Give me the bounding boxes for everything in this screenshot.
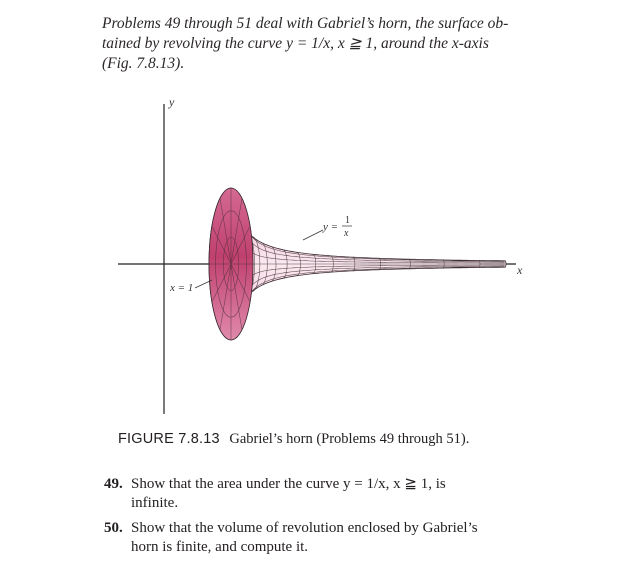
- curve-label-lhs: y =: [323, 221, 339, 233]
- intro-line-1: Problems 49 through 51 deal with Gabriel’s horn, the surface ob-: [102, 15, 509, 32]
- horn-rim: [209, 188, 253, 340]
- x-axis-label: x: [517, 263, 523, 277]
- horn-surface: [209, 188, 506, 340]
- problem-50: [104, 519, 550, 557]
- figure-caption-text: Gabriel’s horn (Problems 49 through 51).: [229, 431, 470, 447]
- intro-line-3: (Fig. 7.8.13).: [102, 55, 185, 72]
- figure-caption: [118, 431, 469, 448]
- problem-number: 50.: [104, 520, 123, 536]
- problem-49: [104, 475, 550, 513]
- x-equals-1-label: x = 1: [170, 282, 194, 294]
- intro-line-2: tained by revolving the curve y = 1/x, x ≧ 1, around the x-axis: [102, 35, 489, 52]
- problem-text-line-2: horn is finite, and compute it.: [131, 539, 309, 555]
- curve-label-denominator: x: [344, 228, 349, 239]
- curve-label-leader: [303, 230, 323, 240]
- problem-text-line-2: infinite.: [131, 495, 179, 511]
- curve-label-numerator: 1: [345, 215, 350, 226]
- problem-number: 49.: [104, 476, 123, 492]
- figure-caption-label: FIGURE 7.8.13: [118, 431, 220, 447]
- y-axis-label: y: [169, 95, 175, 109]
- problem-text-line-1: Show that the area under the curve y = 1/x, x ≧ 1, is: [131, 476, 446, 492]
- problem-text-line-1: Show that the volume of revolution enclosed by Gabriel’s: [131, 520, 478, 536]
